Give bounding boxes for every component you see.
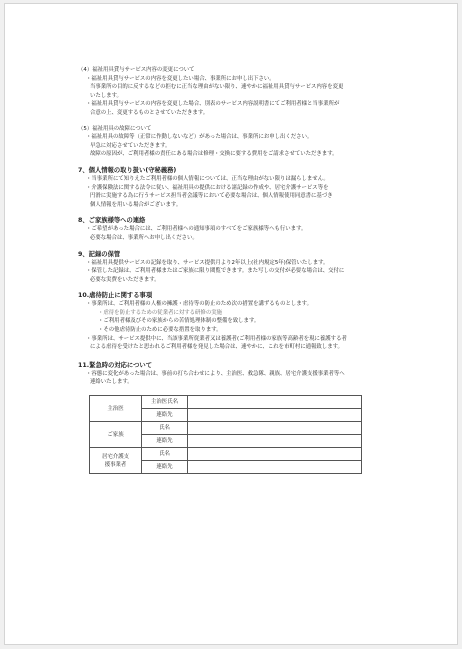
section-7-line: ・当事業所にて知りえたご利用者様の個人情報については、正当な理由がない限りは漏らしません。 bbox=[86, 175, 329, 182]
section-11-line: 連絡いたします。 bbox=[90, 379, 133, 386]
emergency-contact-table bbox=[89, 395, 362, 474]
section-5-line: 故障の原因が、ご利用者様の責任にある場合は修理・交換に要する費用をご請求させていただきます。 bbox=[90, 151, 338, 158]
section-7-line: 個人情報を用いる場合がございます。 bbox=[90, 201, 182, 208]
family-contact-cell[interactable] bbox=[188, 435, 362, 448]
section-7-line: 円滑に実施する為に行うサービス担当者会議等において必要な場合は、個人情報使用同意書に基づき bbox=[90, 193, 333, 200]
doctor-contact-cell[interactable] bbox=[188, 409, 362, 422]
care-contact-cell[interactable] bbox=[188, 461, 362, 474]
field-label: 氏名 bbox=[142, 422, 188, 435]
field-label: 氏名 bbox=[142, 448, 188, 461]
section-11-line: ・容態に変化があった場合は、事前の打ち合わせにより、主治医、救急隊、親族、居宅介護支援事業者等へ bbox=[86, 370, 345, 377]
section-7-heading: 7、個人情報の取り扱い(守秘義務) bbox=[78, 166, 177, 174]
section-10-heading: 10.虐待防止に関する事項 bbox=[78, 292, 153, 300]
section-7-line: ・介護保険法に関する法令に従い、福祉用具の提供における諸記録の作成や、居宅介護サービス等を bbox=[86, 184, 329, 191]
document-page bbox=[4, 3, 458, 645]
section-4-line: ・福祉用具貸与サービスの内容を変更した場合、別表のサービス内容説明書にてご利用者様と当事業所が bbox=[86, 101, 340, 108]
group-label-family: ご家族 bbox=[90, 422, 142, 448]
section-10-line: ・事業所は、サービス提供中に、当該事業所従業者又は養護者(ご利用者様の家族等高齢者を現に養護する者 bbox=[86, 335, 347, 342]
field-label: 連絡先 bbox=[142, 435, 188, 448]
section-4-line: ・福祉用具貸与サービスの内容を変更したい場合、事業所にお申し出下さい。 bbox=[86, 75, 275, 82]
section-9-heading: 9、記録の保管 bbox=[78, 250, 121, 258]
section-5-line: 早急に対応させていただきます。 bbox=[90, 142, 171, 149]
care-label-line: 援事業者 bbox=[104, 461, 127, 468]
table-row bbox=[90, 448, 362, 461]
section-4-line: 合意の上、変更するものとさせていただきます。 bbox=[90, 109, 209, 116]
care-label-line: 居宅介護支 bbox=[102, 453, 129, 460]
section-5-line: ・福祉用具の故障等（正常に作動しないなど）があった場合は、事業所にお申し出ください。 bbox=[86, 134, 313, 141]
section-9-line: ・福祉用具提供サービスの記録を取り、サービス提供月より2年以上(社内規定5年)保管いたします。 bbox=[86, 259, 329, 266]
section-11-heading: 11.緊急時の対応について bbox=[78, 361, 152, 369]
section-4-line: 当事業所の目的に反するなどの拒むに正当な理由がない限り、速やかに福祉用具貸与サービス内容を変更 bbox=[90, 84, 344, 91]
section-10-line: による虐待を受けたと思われるご利用者様を発見した場合は、速やかに、これを市町村に通報致します。 bbox=[90, 344, 343, 351]
family-name-cell[interactable] bbox=[188, 422, 362, 435]
section-5-heading: （5）福祉用具の故障について bbox=[78, 125, 152, 132]
group-label-care-manager bbox=[90, 448, 142, 474]
section-10-line: ・その他虐待防止のために必要な措置を取ります。 bbox=[98, 327, 222, 334]
section-8-heading: 8、ご家族様等への連絡 bbox=[78, 217, 146, 225]
section-10-line: ・虐待を防止するための従業者に対する研修の実施 bbox=[98, 309, 222, 316]
section-8-line: ・ご希望があった場合には、ご利用者様への通知事項のすべてをご家族様等へも行います。 bbox=[86, 226, 307, 233]
care-name-cell[interactable] bbox=[188, 448, 362, 461]
section-10-line: ・事業所は、ご利用者様の人権の擁護・虐待等の防止のため次の措置を講ずるものとします。 bbox=[86, 301, 312, 308]
group-label-doctor: 主治医 bbox=[90, 396, 142, 422]
document-content bbox=[78, 66, 408, 474]
section-4-line: いたします。 bbox=[90, 92, 122, 99]
doctor-name-cell[interactable] bbox=[188, 396, 362, 409]
table-row bbox=[90, 396, 362, 409]
field-label: 連絡先 bbox=[142, 461, 188, 474]
field-label: 連絡先 bbox=[142, 409, 188, 422]
section-4-heading: （4）福祉用具貸与サービス内容の変更について bbox=[78, 67, 195, 73]
section-8-line: 必要な場合は、事業所へお申し出ください。 bbox=[90, 234, 198, 241]
section-10-line: ・ご利用者様及びその家族からの苦情処理体制の整備を致します。 bbox=[98, 318, 260, 325]
table-row bbox=[90, 422, 362, 435]
section-9-line: ・保管した記録は、ご利用者様またはご家族に限り閲覧できます。また写しの交付が必要な場合は、交付に bbox=[86, 268, 345, 275]
field-label: 主治医氏名 bbox=[142, 396, 188, 409]
section-9-line: 必要な実費をいただきます。 bbox=[90, 276, 160, 283]
